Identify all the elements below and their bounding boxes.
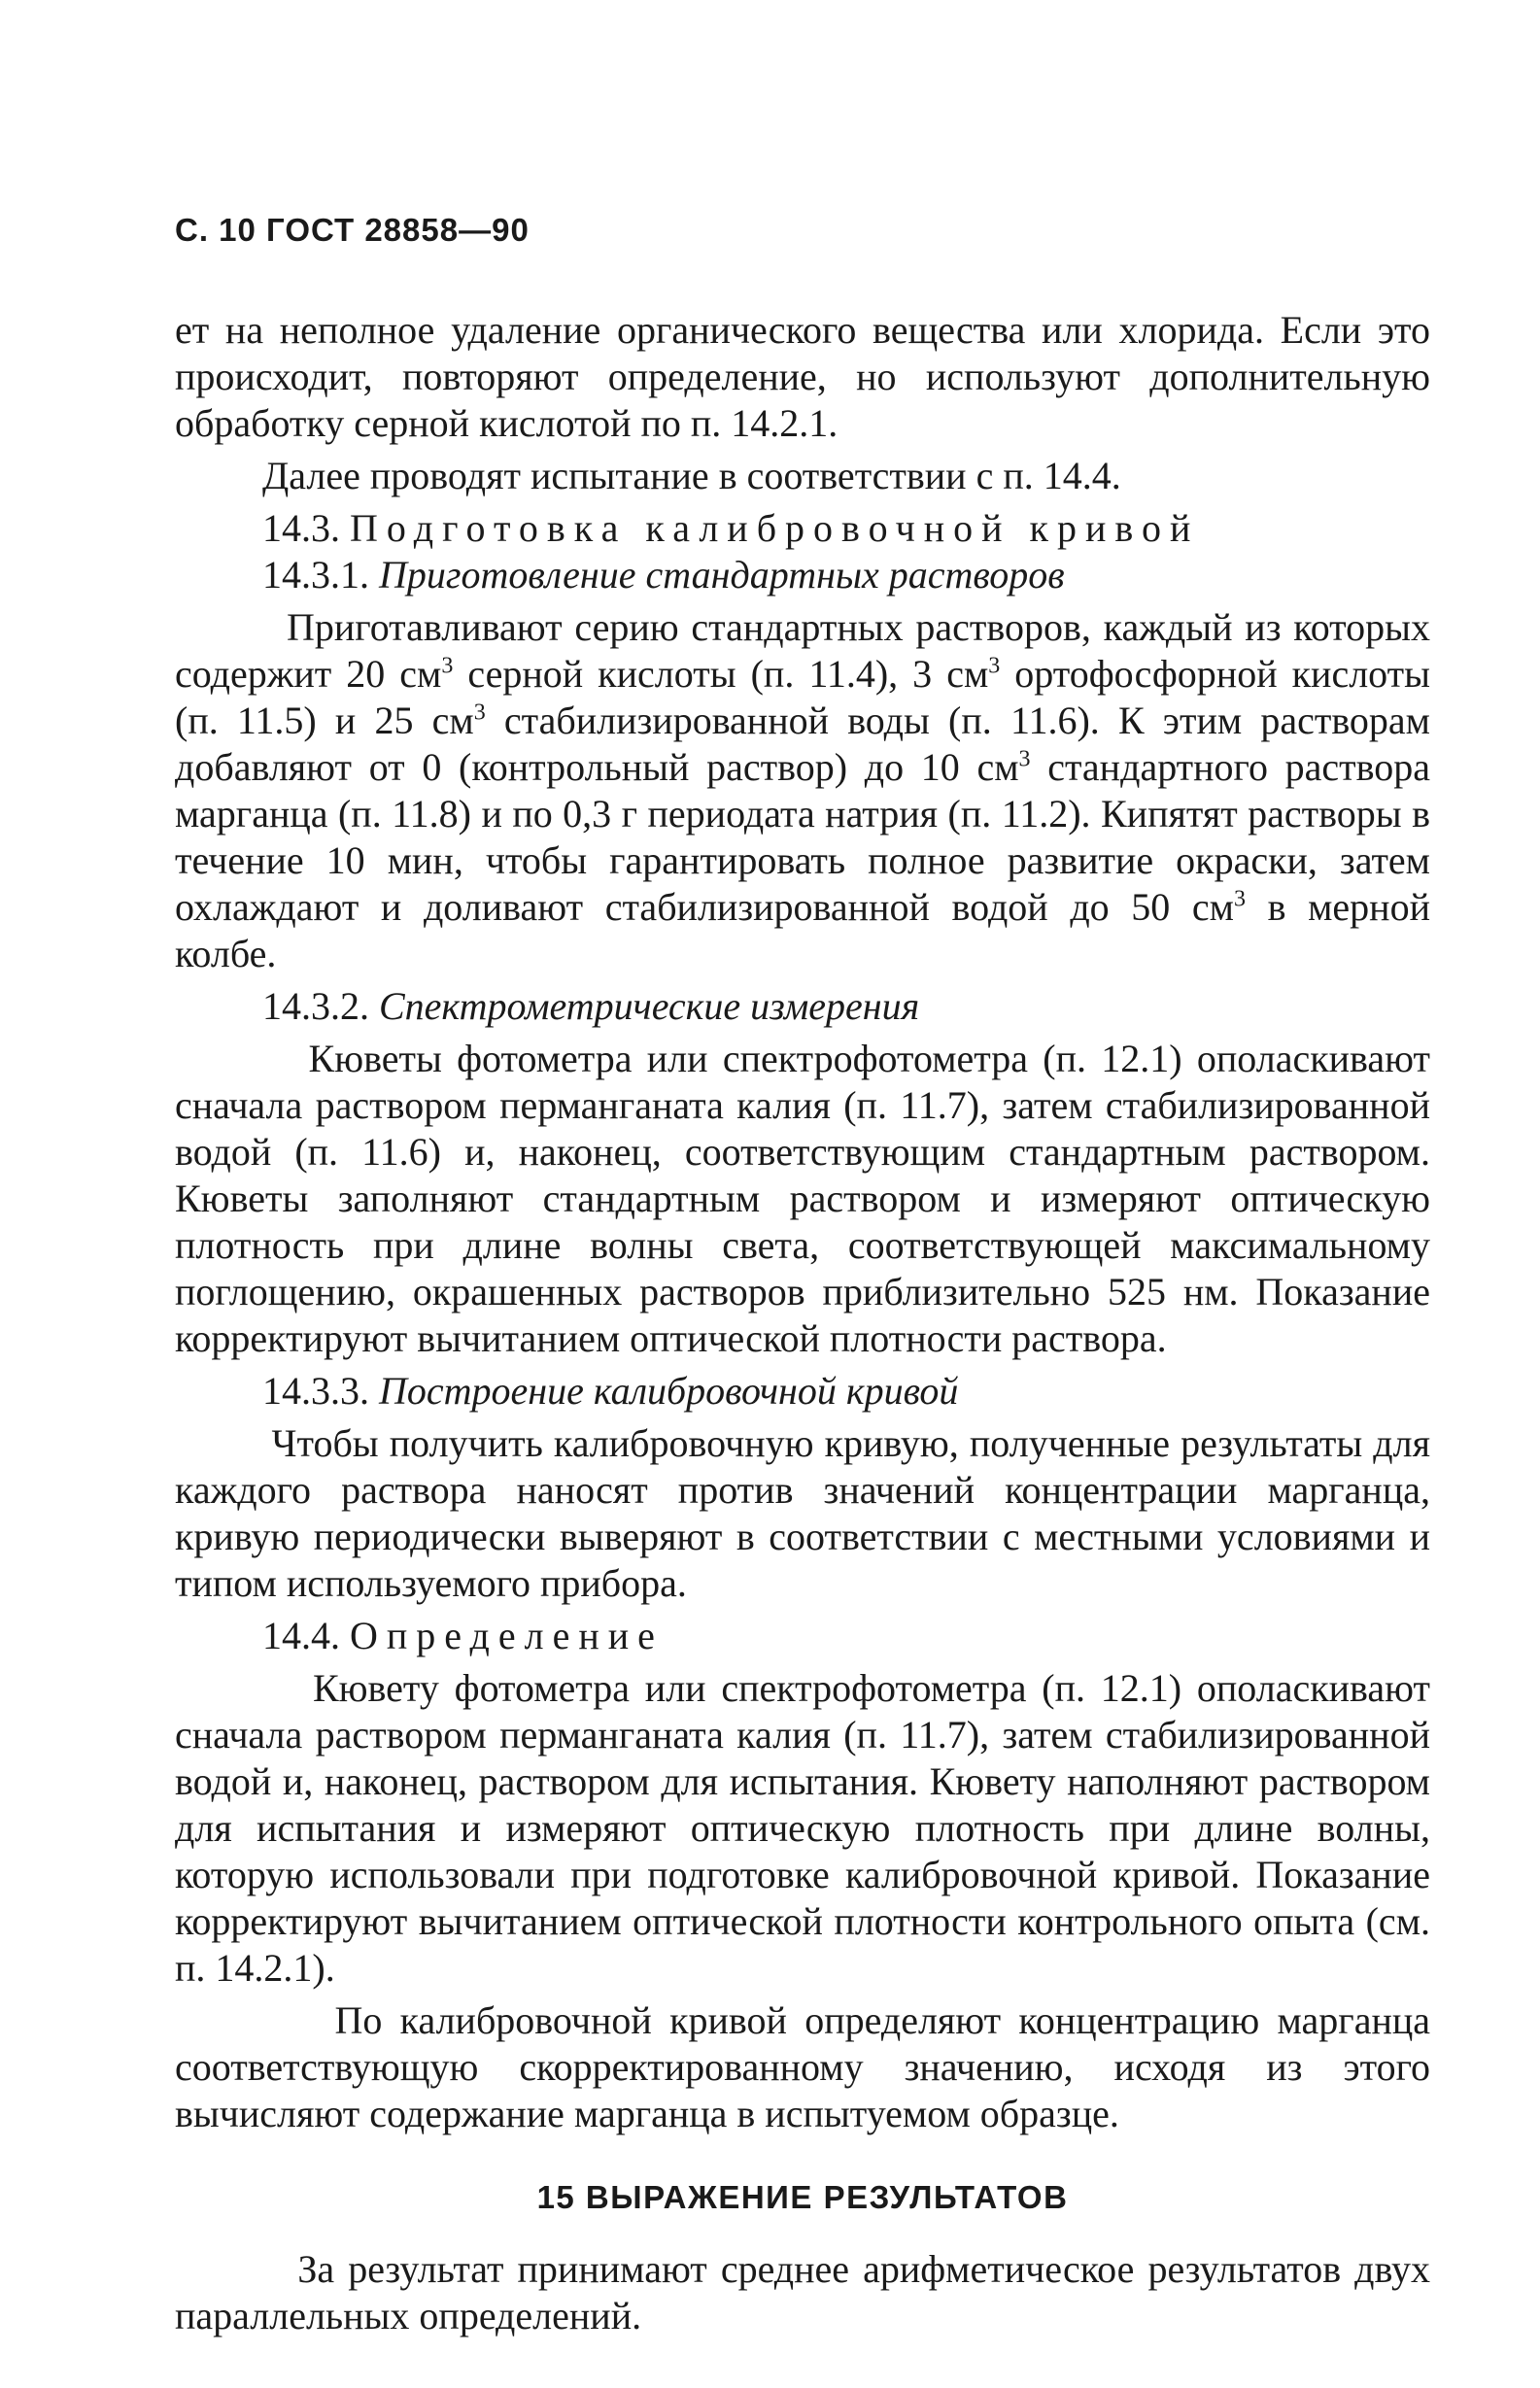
heading-14-3-1 [175, 552, 1430, 598]
paragraph-concentration-text: По калибровочной кривой определяют концентрацию марганца соответствующую скорректированному значению, исходя из этого вычисляют содержание марганца в испытуемом образце. [175, 1998, 1431, 2135]
text-part-e: стандартного раствора марганца (п. 11.8) и по 0,3 г периодата натрия (п. 11.2). Кипятят растворы в течение 10 мин, чтобы гарантировать полное развитие окраски, затем охлаждают и доливают стабилизированной водой до 50 см [175, 745, 1431, 929]
paragraph-next-test [175, 453, 1430, 499]
heading-14-3-1-number: 14.3.1. [262, 553, 369, 597]
text-part-a: Приготавливают серию стандартных растворов, каждый из которых содержит 20 см [175, 605, 1430, 696]
paragraph-spectrometric [175, 1036, 1430, 1362]
heading-14-3-number: 14.3. [262, 506, 340, 550]
paragraph-results-text: За результат принимают среднее арифметическое результатов двух параллельных определений. [175, 2247, 1431, 2337]
paragraph-concentration [175, 1997, 1430, 2137]
body-text [175, 307, 1430, 2339]
paragraph-continuation: ет на неполное удаление органического вещества или хлорида. Если это происходит, повторяют определение, но используют дополнительную обработку серной кислотой по п. 14.2.1. [175, 308, 1430, 445]
text-part-c: ортофосфорной кислоты (п. 11.5) и 25 см [175, 652, 1431, 742]
paragraph-calibration-curve-text: Чтобы получить калибровочную кривую, полученные результаты для каждого раствора наносят против значений концентрации марганца, кривую периодически выверяют в соответствии с местными условиями и типом используемого прибора. [175, 1421, 1431, 1605]
heading-14-3-2-title: Спектрометрические измерения [379, 984, 920, 1028]
paragraph-next-test-text: Далее проводят испытание в соответствии с п. 14.4. [262, 454, 1121, 497]
paragraph-standard-solutions [175, 604, 1430, 977]
heading-14-3 [175, 505, 1430, 552]
paragraph-results [175, 2246, 1430, 2339]
heading-14-3-title: Подготовка калибровочной кривой [350, 506, 1200, 550]
section-15-title: 15 ВЫРАЖЕНИЕ РЕЗУЛЬТАТОВ [536, 2179, 1069, 2215]
text-part-d: стабилизированной воды (п. 11.6). К этим растворам добавляют от 0 (контрольный раствор) до 10 см [175, 699, 1430, 789]
paragraph-calibration-curve [175, 1420, 1430, 1607]
superscript-3: 3 [473, 699, 486, 726]
heading-14-3-2 [175, 983, 1430, 1030]
heading-14-3-1-title: Приготовление стандартных растворов [379, 553, 1065, 597]
text-part-f: в мерной колбе. [175, 885, 1430, 975]
paragraph-spectrometric-text: Кюветы фотометра или спектрофотометра (п. 12.1) ополаскивают сначала раствором перманганата калия (п. 11.7), затем стабилизированной водой (п. 11.6) и, наконец, соответствующим стандартным раствором. Кюветы заполняют стандартным раствором и измеряют оптическую плотность при длине волны света, соответствующей максимальному поглощению, окрашенных растворов приблизительно 525 нм. Показание корректируют вычитанием оптической плотности раствора. [175, 1037, 1431, 1360]
heading-14-3-3-number: 14.3.3. [262, 1369, 369, 1413]
heading-14-3-2-number: 14.3.2. [262, 984, 369, 1028]
superscript-3: 3 [1233, 886, 1246, 912]
superscript-3: 3 [988, 653, 1001, 679]
superscript-3: 3 [1018, 746, 1031, 772]
heading-14-4-title: Определение [350, 1614, 664, 1657]
superscript-3: 3 [441, 653, 454, 679]
paragraph-determination-text: Кювету фотометра или спектрофотометра (п. 12.1) ополаскивают сначала раствором перманганата калия (п. 11.7), затем стабилизированной водой и, наконец, раствором для испытания. Кювету наполняют раствором для испытания и измеряют оптическую плотность при длине волны, которую использовали при подготовке калибровочной кривой. Показание корректируют вычитанием оптической плотности контрольного опыта (см. п. 14.2.1). [175, 1666, 1430, 1990]
heading-14-4 [175, 1613, 1430, 1659]
heading-14-3-3 [175, 1368, 1430, 1415]
paragraph-determination [175, 1665, 1430, 1992]
heading-14-3-3-title: Построение калибровочной кривой [379, 1369, 959, 1413]
running-header: С. 10 ГОСТ 28858—90 [175, 212, 530, 248]
heading-14-4-number: 14.4. [262, 1614, 340, 1657]
text-part-b: серной кислоты (п. 11.4), 3 см [453, 652, 989, 696]
